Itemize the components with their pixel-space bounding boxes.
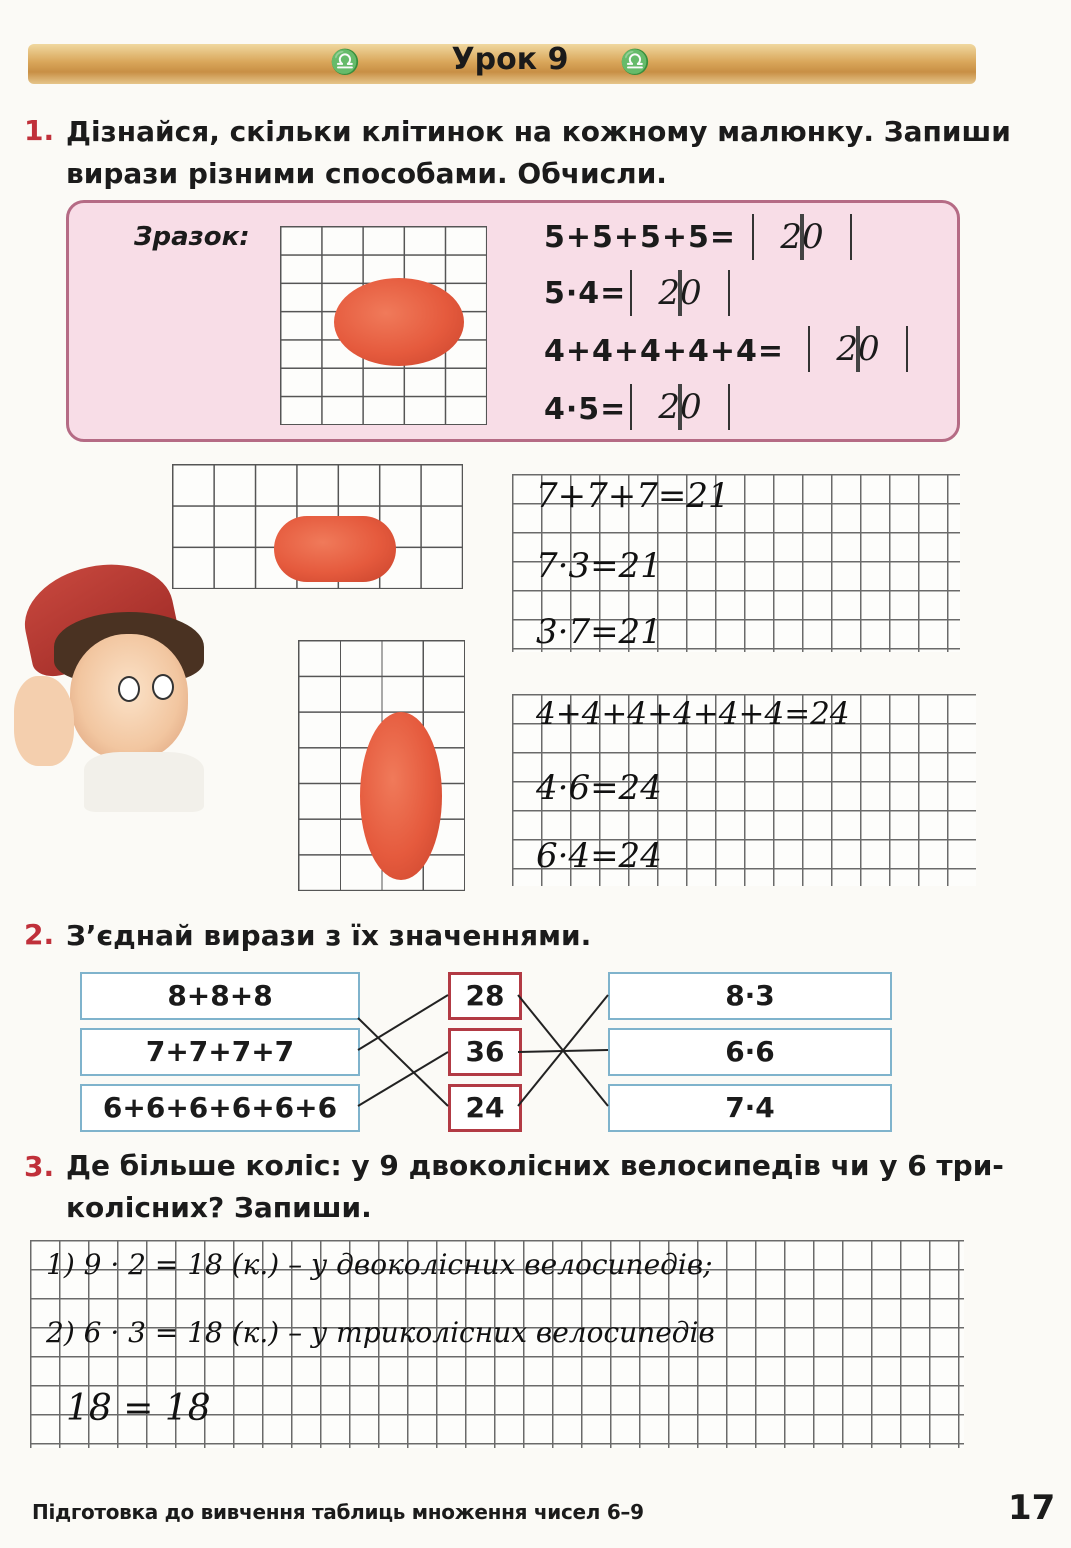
sample-equation: 4+4+4+4+4= — [544, 334, 785, 369]
sample-equation: 5+5+5+5= — [544, 220, 737, 255]
answer-box: 20 — [630, 270, 730, 316]
value-box: 24 — [448, 1084, 522, 1132]
connection-line — [358, 1052, 448, 1106]
sample-equation: 5·4= — [544, 276, 627, 311]
answer-box: 20 — [630, 384, 730, 430]
task-number: 1. — [24, 114, 55, 147]
connection-line — [358, 1018, 448, 1106]
lesson-title: Урок 9 — [451, 42, 569, 77]
task-text: вирази різними способами. Обчисли. — [66, 157, 667, 190]
expression-box: 7·4 — [608, 1084, 892, 1132]
answer-box: 20 — [808, 326, 908, 372]
handwritten-answer: 2) 6 · 3 = 18 (к.) – у триколісних велосипедів — [46, 1316, 715, 1349]
expression-box: 8+8+8 — [80, 972, 360, 1020]
handwritten-answer: 18 = 18 — [66, 1388, 211, 1429]
handwritten-answer: 1) 9 · 2 = 18 (к.) – у двоколісних велосипедів; — [46, 1248, 713, 1281]
sample-equation: 4·5= — [544, 392, 627, 427]
expression-box: 6·6 — [608, 1028, 892, 1076]
task-text: колісних? Запиши. — [66, 1191, 372, 1224]
handwritten-answer: 7+7+7=21 — [536, 476, 730, 516]
expression-box: 7+7+7+7 — [80, 1028, 360, 1076]
expression-box: 6+6+6+6+6+6 — [80, 1084, 360, 1132]
answer-box: 20 — [752, 214, 852, 260]
handwritten-answer: 6·4=24 — [536, 836, 662, 876]
sample-label: Зразок: — [134, 222, 250, 252]
task-text: Дізнайся, скільки клітинок на кожному малюнку. Запиши — [66, 115, 1011, 148]
task-text: Де більше коліс: у 9 двоколісних велосипедів чи у 6 три- — [66, 1149, 1004, 1182]
handwritten-answer: 7·3=21 — [536, 546, 662, 586]
bell-icon: ♎ — [620, 48, 650, 76]
handwritten-answer: 4+4+4+4+4+4=24 — [536, 696, 850, 732]
value-box: 28 — [448, 972, 522, 1020]
page-number: 17 — [1008, 1488, 1056, 1528]
footer-text: Підготовка до вивчення таблиць множення чисел 6–9 — [32, 1500, 644, 1524]
task-number: 3. — [24, 1150, 55, 1183]
handwritten-answer: 4·6=24 — [536, 768, 662, 808]
task-text: З’єднай вирази з їх значеннями. — [66, 919, 592, 952]
expression-box: 8·3 — [608, 972, 892, 1020]
connection-line — [358, 995, 448, 1050]
bell-icon: ♎ — [330, 48, 360, 76]
handwritten-answer: 3·7=21 — [536, 612, 662, 652]
value-box: 36 — [448, 1028, 522, 1076]
task-number: 2. — [24, 918, 55, 951]
